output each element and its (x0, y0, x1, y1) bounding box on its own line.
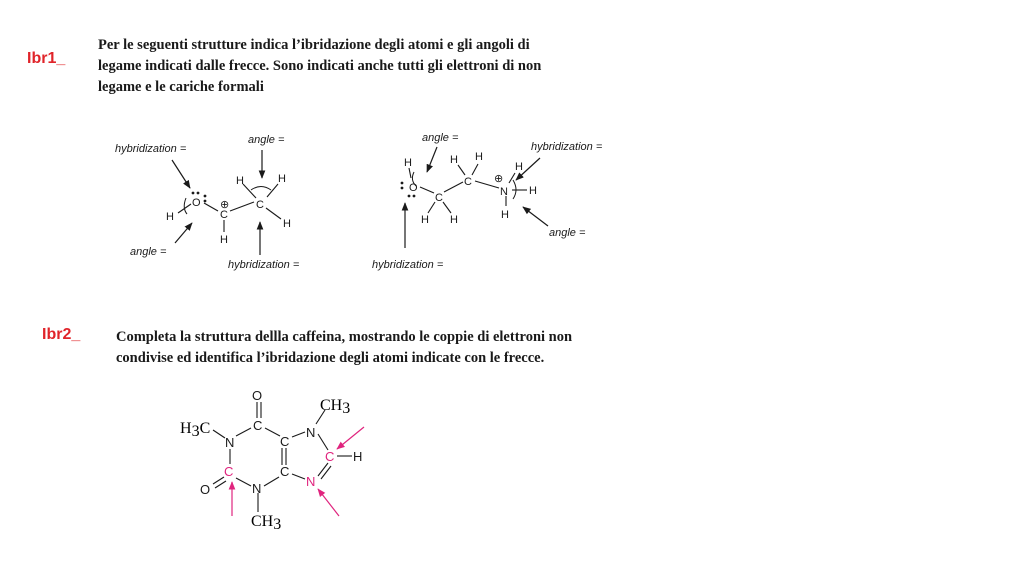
caff-atom-n7: N (306, 425, 316, 440)
caff-atom-c6: C (253, 418, 263, 433)
section1-line-1: Per le seguenti strutture indica l’ibridazione degli atomi e gli angoli di (98, 37, 530, 53)
s1-angle-label-bottom: angle = (130, 246, 167, 258)
s2-atom-c2: C (464, 176, 472, 188)
caff-group-h3c (180, 420, 210, 440)
s2-atom-o: O (409, 182, 418, 194)
s1-arrow-angle-bottom (175, 223, 192, 243)
s2-charge-plus: ⊕ (494, 173, 504, 185)
s2-atom-h-c2a: H (450, 154, 458, 166)
caff-group-ch3-bottom (251, 513, 281, 533)
s1-hybridization-label-top: hybridization = (115, 143, 187, 155)
s1-lone-pair-dot (192, 192, 195, 195)
s2-bond-o-c1 (420, 187, 434, 193)
section1-line-2: legame indicati dalle frecce. Sono indicati anche tutti gli elettroni di non (98, 58, 542, 74)
s1-lone-pair-dot (197, 192, 200, 195)
s1-arrow-hybridization-top (172, 160, 190, 188)
section2-line-1: Completa la struttura dellla caffeina, mostrando le coppie di elettroni non (116, 329, 573, 345)
caff-group-ch3-top (320, 397, 350, 417)
section2-label: Ibr2_ (42, 326, 81, 343)
s2-bond-c2-hb (472, 164, 478, 175)
s2-bond-c1-ha (428, 202, 435, 213)
s2-angle-label-top: angle = (422, 132, 459, 144)
caff-atom-c8: C (325, 449, 335, 464)
s2-atom-h-c2b: H (475, 151, 483, 163)
s1-angle-arc-o (184, 198, 187, 214)
s1-atom-h-c1: H (220, 234, 228, 246)
s1-bond-o-c1 (204, 203, 218, 211)
s2-atom-h-c1b: H (450, 214, 458, 226)
s1-atom-h-c2b: H (278, 173, 286, 185)
caff-ch3-top-ch: CH (320, 397, 343, 414)
caff-atom-c2: C (224, 464, 234, 479)
caff-bond-n3-c4 (264, 477, 279, 486)
caff-bond-n9-c8-1 (318, 463, 328, 476)
s2-bond-c1-hb (443, 202, 451, 213)
s1-charge-plus: ⊕ (220, 199, 230, 211)
caff-bond-n9-c8-2 (321, 466, 331, 479)
s2-bond-c1-c2 (444, 182, 463, 192)
caff-atom-n9: N (306, 474, 316, 489)
s1-atom-o: O (192, 197, 201, 209)
s2-lone-pair-dot (413, 195, 416, 198)
section2-line-2: condivise ed identifica l’ibridazione degli atomi indicate con le frecce. (116, 350, 545, 366)
caff-h3c-3: 3 (191, 423, 200, 440)
s2-bond-c2-ha (458, 165, 465, 175)
s1-atom-c1: C (220, 209, 228, 221)
caff-bond-n1-c6 (236, 428, 251, 436)
caff-ch3-bottom-ch: CH (251, 513, 274, 530)
section1-line-3: legame e le cariche formali (98, 79, 264, 95)
s1-bond-c2-h-b (267, 184, 278, 197)
caff-ch3-bottom-3: 3 (273, 516, 282, 533)
caffeine-structure (180, 388, 364, 533)
s1-bond-c2-h-a (243, 184, 256, 198)
caff-bond-n7-c8 (318, 434, 328, 450)
s2-arrow-angle-bottom (523, 207, 548, 226)
caff-bond-c5-n7 (292, 432, 305, 437)
s2-lone-pair-dot (401, 187, 404, 190)
caff-atom-n1: N (225, 435, 235, 450)
caff-atom-o-top: O (252, 388, 263, 403)
s1-lone-pair-dot (204, 195, 207, 198)
s1-angle-label-top: angle = (248, 134, 285, 146)
caff-atom-n3: N (252, 481, 262, 496)
s2-bond-h-o (409, 168, 411, 178)
caff-bond-ch3-n1 (213, 430, 225, 438)
s2-atom-h-nc: H (501, 209, 509, 221)
caff-bond-c6-c5 (265, 428, 280, 436)
caff-arrow-n9 (318, 489, 339, 516)
caff-atom-h8: H (353, 449, 363, 464)
section1-label: Ibr1_ (27, 50, 66, 67)
s1-angle-arc-c (251, 187, 271, 191)
structure2 (372, 132, 603, 271)
caff-ch3-top-3: 3 (342, 400, 351, 417)
s2-hybridization-label-bottom: hybridization = (372, 259, 444, 271)
s2-angle-label-bottom: angle = (549, 227, 586, 239)
s1-hybridization-label-bottom: hybridization = (228, 259, 300, 271)
s1-atom-h-o: H (166, 211, 174, 223)
s2-atom-h-c1a: H (421, 214, 429, 226)
caff-bond-c2-n3 (236, 478, 251, 486)
s2-atom-h-na: H (515, 161, 523, 173)
caff-bond-c4-n9 (292, 474, 305, 479)
s2-lone-pair-dot (408, 195, 411, 198)
s2-atom-h-nb: H (529, 185, 537, 197)
s1-lone-pair-dot (204, 200, 207, 203)
caff-atom-c5: C (280, 434, 290, 449)
s1-atom-h-c2a: H (236, 175, 244, 187)
s2-atom-h-o: H (404, 157, 412, 169)
caff-atom-c4: C (280, 464, 290, 479)
structure1 (115, 134, 300, 271)
s2-hybridization-label-top: hybridization = (531, 141, 603, 153)
s1-bond-c2-h-c (266, 208, 281, 219)
s1-bond-c1-c2 (230, 202, 254, 211)
s2-arrow-angle-top (427, 147, 437, 172)
caff-h3c-c: C (199, 420, 211, 437)
caff-arrow-c8 (337, 427, 364, 449)
caff-atom-o-left: O (200, 482, 211, 497)
s1-atom-h-c2c: H (283, 218, 291, 230)
s2-atom-n: N (500, 186, 508, 198)
caff-h3c-h: H (180, 420, 192, 437)
s2-atom-c1: C (435, 192, 443, 204)
s1-atom-c2: C (256, 199, 264, 211)
s2-lone-pair-dot (401, 182, 404, 185)
